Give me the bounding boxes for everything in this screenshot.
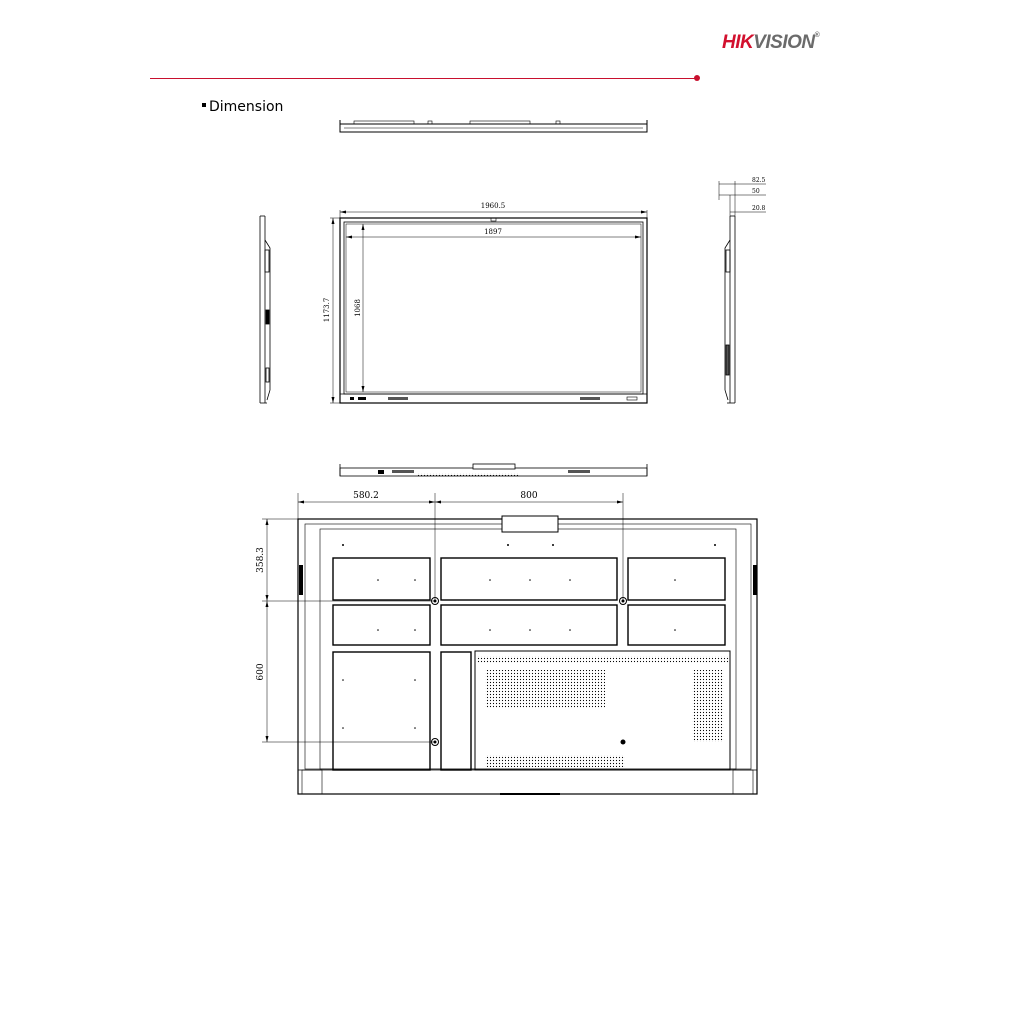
dim-vesa-height: 600	[256, 663, 266, 681]
rear-view	[262, 493, 757, 794]
dim-overall-width: 1960.5	[480, 202, 506, 210]
section-title-text: Dimension	[209, 99, 284, 115]
dim-depth-edge: 20.8	[752, 205, 766, 212]
logo-registered-mark: ®	[814, 32, 820, 39]
dim-top-offset: 358.3	[256, 547, 266, 573]
right-side-view	[719, 181, 766, 403]
dim-screen-height: 1068	[354, 299, 362, 317]
dim-left-offset: 580.2	[353, 491, 379, 501]
top-view-front	[340, 120, 647, 132]
front-view	[330, 210, 647, 403]
logo-hik-text: HIK	[722, 32, 754, 53]
dim-depth-middle: 50	[752, 188, 760, 195]
left-side-view	[260, 216, 270, 403]
dim-overall-height: 1173.7	[323, 297, 331, 323]
dim-depth-total: 82.5	[752, 177, 766, 184]
top-view-rear	[340, 464, 647, 476]
dim-screen-width: 1897	[484, 228, 502, 236]
logo-vision-text: VISION	[753, 32, 815, 53]
dim-vesa-width: 800	[520, 491, 538, 501]
